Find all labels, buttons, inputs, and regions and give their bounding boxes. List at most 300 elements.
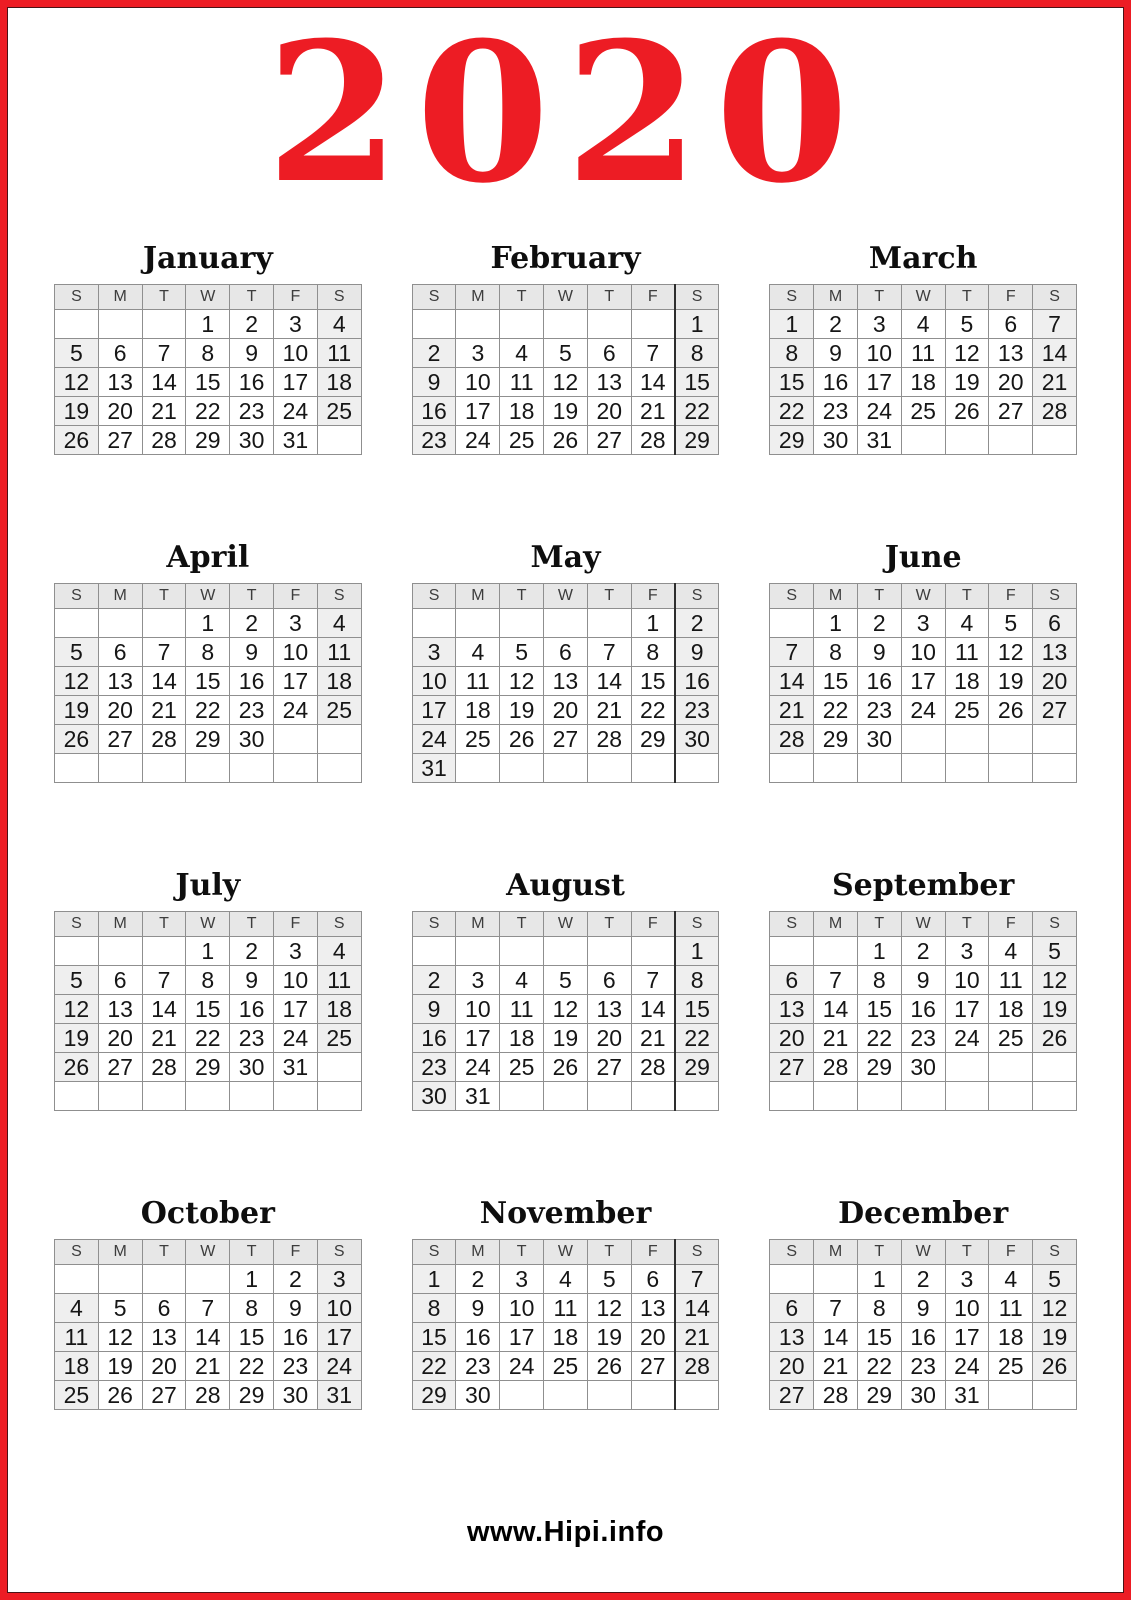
day-cell: 21 xyxy=(631,1024,675,1053)
weekday-header-cell: S xyxy=(317,912,361,937)
day-cell: 19 xyxy=(945,368,989,397)
day-cell: 22 xyxy=(675,397,719,426)
empty-cell xyxy=(142,310,186,339)
day-cell: 21 xyxy=(142,696,186,725)
weekday-header-row xyxy=(412,584,719,609)
day-cell: 5 xyxy=(55,966,99,995)
week-row xyxy=(55,1352,362,1381)
day-cell: 4 xyxy=(989,1265,1033,1294)
empty-cell xyxy=(1033,1381,1077,1410)
empty-cell xyxy=(989,1082,1033,1111)
day-cell: 8 xyxy=(814,638,858,667)
day-cell: 4 xyxy=(989,937,1033,966)
weekday-header-cell: T xyxy=(230,584,274,609)
week-row xyxy=(55,1082,362,1111)
day-cell: 4 xyxy=(544,1265,588,1294)
week-row xyxy=(55,995,362,1024)
empty-cell xyxy=(500,754,544,783)
week-row xyxy=(770,609,1077,638)
week-row xyxy=(412,638,719,667)
day-cell: 6 xyxy=(770,1294,814,1323)
day-cell: 22 xyxy=(770,397,814,426)
day-cell: 3 xyxy=(273,937,317,966)
empty-cell xyxy=(317,754,361,783)
month-table xyxy=(54,911,362,1111)
empty-cell xyxy=(142,754,186,783)
empty-cell xyxy=(631,1381,675,1410)
day-cell: 12 xyxy=(544,368,588,397)
day-cell: 22 xyxy=(412,1352,456,1381)
empty-cell xyxy=(186,754,230,783)
weekday-header-cell: W xyxy=(901,584,945,609)
day-cell: 3 xyxy=(456,339,500,368)
day-cell: 19 xyxy=(55,1024,99,1053)
day-cell: 9 xyxy=(412,368,456,397)
empty-cell xyxy=(989,754,1033,783)
day-cell: 5 xyxy=(544,966,588,995)
day-cell: 1 xyxy=(186,609,230,638)
week-row xyxy=(770,696,1077,725)
day-cell: 30 xyxy=(412,1082,456,1111)
day-cell: 2 xyxy=(901,937,945,966)
day-cell: 12 xyxy=(945,339,989,368)
day-cell: 27 xyxy=(142,1381,186,1410)
day-cell: 16 xyxy=(901,1323,945,1352)
day-cell: 21 xyxy=(770,696,814,725)
day-cell: 5 xyxy=(544,339,588,368)
day-cell: 15 xyxy=(770,368,814,397)
day-cell: 24 xyxy=(857,397,901,426)
weekday-header-cell: T xyxy=(587,1240,631,1265)
weekday-header-cell: W xyxy=(901,1240,945,1265)
day-cell: 3 xyxy=(500,1265,544,1294)
day-cell: 29 xyxy=(230,1381,274,1410)
day-cell: 2 xyxy=(857,609,901,638)
day-cell: 30 xyxy=(230,1053,274,1082)
month-title: May xyxy=(530,540,601,575)
weekday-header-cell: T xyxy=(142,1240,186,1265)
day-cell: 8 xyxy=(230,1294,274,1323)
day-cell: 13 xyxy=(142,1323,186,1352)
weekday-header-cell: S xyxy=(317,1240,361,1265)
day-cell: 25 xyxy=(317,397,361,426)
day-cell: 20 xyxy=(98,1024,142,1053)
day-cell: 8 xyxy=(675,339,719,368)
empty-cell xyxy=(901,1082,945,1111)
weekday-header-cell: F xyxy=(989,912,1033,937)
day-cell: 7 xyxy=(186,1294,230,1323)
empty-cell xyxy=(500,609,544,638)
day-cell: 1 xyxy=(186,937,230,966)
day-cell: 21 xyxy=(1033,368,1077,397)
day-cell: 18 xyxy=(456,696,500,725)
week-row xyxy=(770,1265,1077,1294)
day-cell: 3 xyxy=(273,310,317,339)
empty-cell xyxy=(456,310,500,339)
empty-cell xyxy=(814,1082,858,1111)
day-cell: 15 xyxy=(230,1323,274,1352)
day-cell: 22 xyxy=(631,696,675,725)
weekday-header-cell: S xyxy=(55,1240,99,1265)
day-cell: 9 xyxy=(230,966,274,995)
day-cell: 20 xyxy=(1033,667,1077,696)
day-cell: 17 xyxy=(456,397,500,426)
day-cell: 7 xyxy=(587,638,631,667)
day-cell: 3 xyxy=(456,966,500,995)
day-cell: 21 xyxy=(814,1024,858,1053)
day-cell: 3 xyxy=(317,1265,361,1294)
weekday-header-cell: S xyxy=(317,285,361,310)
empty-cell xyxy=(500,1082,544,1111)
weekday-header-cell: T xyxy=(230,912,274,937)
empty-cell xyxy=(1033,1053,1077,1082)
weekday-header-cell: M xyxy=(98,584,142,609)
weekday-header-row xyxy=(55,1240,362,1265)
week-row xyxy=(770,397,1077,426)
day-cell: 9 xyxy=(857,638,901,667)
day-cell: 13 xyxy=(587,995,631,1024)
day-cell: 2 xyxy=(230,937,274,966)
day-cell: 3 xyxy=(857,310,901,339)
day-cell: 26 xyxy=(544,426,588,455)
weekday-header-cell: M xyxy=(814,285,858,310)
day-cell: 12 xyxy=(500,667,544,696)
empty-cell xyxy=(770,754,814,783)
weekday-header-cell: M xyxy=(98,912,142,937)
day-cell: 10 xyxy=(273,339,317,368)
empty-cell xyxy=(814,937,858,966)
week-row xyxy=(412,609,719,638)
week-row xyxy=(55,1323,362,1352)
day-cell: 18 xyxy=(317,667,361,696)
day-cell: 10 xyxy=(317,1294,361,1323)
day-cell: 11 xyxy=(945,638,989,667)
weekday-header-cell: W xyxy=(544,912,588,937)
day-cell: 4 xyxy=(456,638,500,667)
day-cell: 27 xyxy=(631,1352,675,1381)
day-cell: 31 xyxy=(273,1053,317,1082)
month-january xyxy=(54,242,362,455)
empty-cell xyxy=(587,310,631,339)
month-june xyxy=(769,541,1077,783)
day-cell: 10 xyxy=(901,638,945,667)
day-cell: 28 xyxy=(142,426,186,455)
month-may xyxy=(412,541,720,783)
day-cell: 11 xyxy=(317,638,361,667)
day-cell: 1 xyxy=(857,937,901,966)
day-cell: 20 xyxy=(770,1352,814,1381)
month-title: January xyxy=(142,241,273,276)
day-cell: 14 xyxy=(814,995,858,1024)
day-cell: 20 xyxy=(544,696,588,725)
weekday-header-cell: W xyxy=(186,584,230,609)
weekday-header-cell: T xyxy=(587,912,631,937)
month-table xyxy=(54,1239,362,1410)
day-cell: 28 xyxy=(631,426,675,455)
weekday-header-cell: W xyxy=(186,1240,230,1265)
day-cell: 30 xyxy=(857,725,901,754)
day-cell: 30 xyxy=(456,1381,500,1410)
empty-cell xyxy=(587,754,631,783)
month-title: June xyxy=(884,540,962,575)
weekday-header-cell: F xyxy=(631,584,675,609)
day-cell: 29 xyxy=(857,1381,901,1410)
day-cell: 1 xyxy=(412,1265,456,1294)
empty-cell xyxy=(544,1082,588,1111)
empty-cell xyxy=(770,937,814,966)
month-title: February xyxy=(490,241,641,276)
day-cell: 18 xyxy=(544,1323,588,1352)
day-cell: 26 xyxy=(1033,1352,1077,1381)
day-cell: 28 xyxy=(675,1352,719,1381)
day-cell: 9 xyxy=(814,339,858,368)
day-cell: 24 xyxy=(412,725,456,754)
day-cell: 11 xyxy=(55,1323,99,1352)
empty-cell xyxy=(770,1082,814,1111)
day-cell: 6 xyxy=(770,966,814,995)
empty-cell xyxy=(230,1082,274,1111)
day-cell: 17 xyxy=(412,696,456,725)
day-cell: 13 xyxy=(631,1294,675,1323)
empty-cell xyxy=(317,426,361,455)
week-row xyxy=(412,667,719,696)
month-table xyxy=(54,284,362,455)
day-cell: 8 xyxy=(631,638,675,667)
empty-cell xyxy=(544,1381,588,1410)
week-row xyxy=(770,1352,1077,1381)
day-cell: 12 xyxy=(544,995,588,1024)
month-table xyxy=(769,911,1077,1111)
day-cell: 25 xyxy=(989,1352,1033,1381)
day-cell: 4 xyxy=(317,609,361,638)
day-cell: 12 xyxy=(98,1323,142,1352)
empty-cell xyxy=(98,609,142,638)
day-cell: 19 xyxy=(544,1024,588,1053)
day-cell: 14 xyxy=(675,1294,719,1323)
day-cell: 24 xyxy=(273,696,317,725)
day-cell: 19 xyxy=(587,1323,631,1352)
day-cell: 13 xyxy=(98,667,142,696)
day-cell: 15 xyxy=(814,667,858,696)
week-row xyxy=(55,1381,362,1410)
day-cell: 28 xyxy=(142,725,186,754)
day-cell: 25 xyxy=(500,426,544,455)
day-cell: 14 xyxy=(587,667,631,696)
weekday-header-cell: M xyxy=(98,1240,142,1265)
weekday-header-cell: T xyxy=(142,584,186,609)
weekday-header-cell: F xyxy=(989,285,1033,310)
empty-cell xyxy=(770,609,814,638)
day-cell: 11 xyxy=(989,1294,1033,1323)
month-table xyxy=(412,1239,720,1410)
day-cell: 6 xyxy=(98,339,142,368)
month-title: December xyxy=(838,1196,1009,1231)
day-cell: 29 xyxy=(186,426,230,455)
day-cell: 11 xyxy=(317,339,361,368)
day-cell: 6 xyxy=(98,638,142,667)
day-cell: 13 xyxy=(770,995,814,1024)
day-cell: 3 xyxy=(412,638,456,667)
week-row xyxy=(55,368,362,397)
empty-cell xyxy=(273,1082,317,1111)
day-cell: 5 xyxy=(989,609,1033,638)
day-cell: 19 xyxy=(500,696,544,725)
empty-cell xyxy=(587,1082,631,1111)
empty-cell xyxy=(587,1381,631,1410)
empty-cell xyxy=(55,754,99,783)
day-cell: 12 xyxy=(1033,1294,1077,1323)
day-cell: 16 xyxy=(857,667,901,696)
week-row xyxy=(55,1024,362,1053)
weekday-header-cell: S xyxy=(770,912,814,937)
day-cell: 7 xyxy=(142,339,186,368)
day-cell: 5 xyxy=(945,310,989,339)
day-cell: 18 xyxy=(500,1024,544,1053)
day-cell: 21 xyxy=(814,1352,858,1381)
day-cell: 10 xyxy=(945,966,989,995)
day-cell: 9 xyxy=(901,1294,945,1323)
weekday-header-cell: F xyxy=(631,285,675,310)
day-cell: 12 xyxy=(1033,966,1077,995)
day-cell: 26 xyxy=(544,1053,588,1082)
day-cell: 22 xyxy=(857,1352,901,1381)
day-cell: 11 xyxy=(544,1294,588,1323)
day-cell: 9 xyxy=(675,638,719,667)
week-row xyxy=(770,1323,1077,1352)
day-cell: 8 xyxy=(412,1294,456,1323)
weekday-header-cell: S xyxy=(675,912,719,937)
day-cell: 10 xyxy=(857,339,901,368)
day-cell: 6 xyxy=(142,1294,186,1323)
day-cell: 12 xyxy=(55,368,99,397)
day-cell: 10 xyxy=(273,638,317,667)
day-cell: 6 xyxy=(587,339,631,368)
weekday-header-row xyxy=(55,584,362,609)
day-cell: 2 xyxy=(675,609,719,638)
day-cell: 30 xyxy=(273,1381,317,1410)
weekday-header-cell: F xyxy=(273,1240,317,1265)
empty-cell xyxy=(945,426,989,455)
day-cell: 15 xyxy=(857,995,901,1024)
empty-cell xyxy=(989,1053,1033,1082)
weekday-header-cell: T xyxy=(587,285,631,310)
day-cell: 28 xyxy=(1033,397,1077,426)
day-cell: 20 xyxy=(142,1352,186,1381)
weekday-header-cell: M xyxy=(456,285,500,310)
week-row xyxy=(55,609,362,638)
day-cell: 3 xyxy=(945,937,989,966)
day-cell: 19 xyxy=(544,397,588,426)
day-cell: 1 xyxy=(675,310,719,339)
weekday-header-cell: T xyxy=(142,285,186,310)
day-cell: 4 xyxy=(317,937,361,966)
weekday-header-cell: M xyxy=(814,584,858,609)
day-cell: 26 xyxy=(989,696,1033,725)
weekday-header-cell: T xyxy=(857,1240,901,1265)
weekday-header-cell: W xyxy=(901,285,945,310)
day-cell: 23 xyxy=(230,1024,274,1053)
month-april xyxy=(54,541,362,783)
empty-cell xyxy=(98,1082,142,1111)
empty-cell xyxy=(500,937,544,966)
day-cell: 24 xyxy=(945,1024,989,1053)
day-cell: 10 xyxy=(945,1294,989,1323)
week-row xyxy=(55,1265,362,1294)
empty-cell xyxy=(55,609,99,638)
day-cell: 17 xyxy=(945,995,989,1024)
day-cell: 19 xyxy=(989,667,1033,696)
empty-cell xyxy=(631,1082,675,1111)
day-cell: 14 xyxy=(186,1323,230,1352)
day-cell: 30 xyxy=(675,725,719,754)
weekday-header-cell: T xyxy=(587,584,631,609)
day-cell: 20 xyxy=(98,397,142,426)
months-grid xyxy=(8,242,1123,1410)
day-cell: 27 xyxy=(98,725,142,754)
day-cell: 22 xyxy=(186,397,230,426)
day-cell: 13 xyxy=(98,995,142,1024)
empty-cell xyxy=(544,937,588,966)
day-cell: 23 xyxy=(901,1024,945,1053)
week-row xyxy=(55,937,362,966)
day-cell: 23 xyxy=(230,696,274,725)
empty-cell xyxy=(317,725,361,754)
week-row xyxy=(55,1053,362,1082)
day-cell: 9 xyxy=(456,1294,500,1323)
weekday-header-cell: S xyxy=(412,1240,456,1265)
day-cell: 1 xyxy=(814,609,858,638)
day-cell: 14 xyxy=(770,667,814,696)
day-cell: 4 xyxy=(500,339,544,368)
empty-cell xyxy=(675,1082,719,1111)
day-cell: 21 xyxy=(631,397,675,426)
day-cell: 1 xyxy=(631,609,675,638)
day-cell: 17 xyxy=(857,368,901,397)
weekday-header-cell: T xyxy=(230,1240,274,1265)
weekday-header-cell: F xyxy=(631,912,675,937)
day-cell: 15 xyxy=(412,1323,456,1352)
day-cell: 24 xyxy=(273,397,317,426)
empty-cell xyxy=(631,754,675,783)
weekday-header-row xyxy=(770,584,1077,609)
week-row xyxy=(770,638,1077,667)
week-row xyxy=(770,937,1077,966)
day-cell: 11 xyxy=(989,966,1033,995)
month-title: July xyxy=(175,868,241,903)
day-cell: 25 xyxy=(945,696,989,725)
empty-cell xyxy=(317,1053,361,1082)
day-cell: 14 xyxy=(142,667,186,696)
month-title: September xyxy=(832,868,1015,903)
site-url-text: www.Hipi.info xyxy=(466,1516,665,1548)
day-cell: 7 xyxy=(770,638,814,667)
day-cell: 15 xyxy=(631,667,675,696)
weekday-header-cell: T xyxy=(230,285,274,310)
empty-cell xyxy=(186,1265,230,1294)
week-row xyxy=(55,966,362,995)
day-cell: 6 xyxy=(587,966,631,995)
empty-cell xyxy=(544,310,588,339)
day-cell: 18 xyxy=(989,995,1033,1024)
day-cell: 26 xyxy=(98,1381,142,1410)
day-cell: 26 xyxy=(55,426,99,455)
empty-cell xyxy=(456,754,500,783)
month-december xyxy=(769,1197,1077,1410)
day-cell: 26 xyxy=(1033,1024,1077,1053)
day-cell: 9 xyxy=(412,995,456,1024)
day-cell: 24 xyxy=(456,1053,500,1082)
day-cell: 26 xyxy=(55,725,99,754)
